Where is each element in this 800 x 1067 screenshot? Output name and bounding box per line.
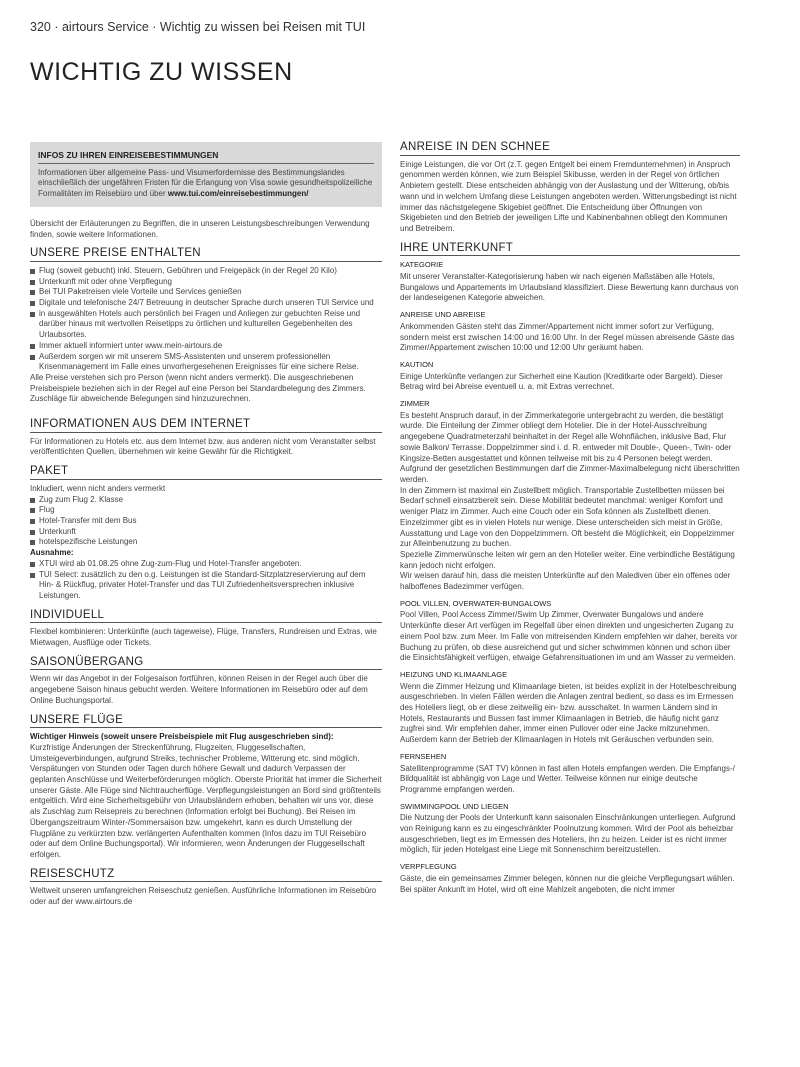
- section-reiseschutz: [30, 869, 382, 908]
- list-item: TUI Select: zusätzlich zu den o.g. Leistungen ist die Standard-Sitzplatzreservierung auf dem Hin- & Rückflug, privater Hotel-Transfer und das TUI Zufriedenheitsversprechen inklusive Leistungen.: [30, 570, 382, 602]
- list-item: Digitale und telefonische 24/7 Betreuung in deutscher Sprache durch unseren TUI Service und: [30, 298, 382, 309]
- section-unterkunft: [400, 243, 740, 896]
- sub-heading: VERPFLEGUNG: [400, 862, 457, 872]
- bullet-icon: [30, 290, 35, 295]
- preise-text: Alle Preise verstehen sich pro Person (wenn nicht anders vermerkt). Die ausgeschriebenen Preisbeispiele beziehen sich in der Regel auf eine Person bei Standardbelegung des Zimmers. Zuschläge für abweichende Belegungen sind hinzuzurechnen.: [30, 372, 366, 404]
- sub-heading: KATEGORIE: [400, 260, 444, 270]
- entry-info-link[interactable]: www.tui.com/einreisebestimmungen/: [167, 189, 309, 199]
- bullet-icon: [30, 498, 35, 503]
- sub-zimmer: [400, 399, 740, 593]
- entry-info-box: [30, 142, 382, 207]
- sub-heading: HEIZUNG UND KLIMAANLAGE: [400, 669, 508, 679]
- reiseschutz-heading: REISESCHUTZ: [30, 869, 382, 883]
- sub-anreise-abreise: [400, 310, 740, 354]
- sub-text: Wir weisen darauf hin, dass die meisten Unterkünfte auf den Malediven über ein offenes oder halboffenes Badezimmer verfügen.: [400, 571, 731, 592]
- entry-info-text: Informationen über allgemeine Pass- und Visumerfordernisse des Bestimmungslandes einschließlich der ungefähren Fristen für die Erlangung von Visa sowie gesundheitspolizeiliche Formalitäten im Reisebüro und über www.tui.com/einreisebestimmungen/: [38, 167, 373, 199]
- section-internet: [30, 419, 382, 458]
- intro-text: Übersicht der Erläuterungen zu Begriffen, die in unseren Leistungsbeschreibungen Verwendung finden, sowie weitere Informationen.: [30, 218, 370, 239]
- reiseschutz-text: Weltweit unseren umfangreichen Reiseschutz genießen. Ausführliche Informationen im Reisebüro oder auf der www.airtours.de: [30, 886, 377, 907]
- bullet-icon: [30, 508, 35, 513]
- left-column: [30, 142, 382, 916]
- section-preise: [30, 248, 382, 405]
- sub-text: Mit unserer Veranstalter-Kategorisierung haben wir nach eigenen Maßstäben alle Hotels, Bungalows und Appartements im Urlaubsland klassifiziert. Diese Bewertung kann durchaus von der landeseigenen Kategorie abweichen.: [400, 272, 739, 303]
- sub-text: Satellitenprogramme (SAT TV) können in fast allen Hotels empfangen werden. Die Empfangs-/ Bildqualität ist abhängig von Lage und Wetter. Teilweise können nur einige deutsche Programme empfangen werden.: [400, 763, 735, 794]
- bullet-icon: [30, 312, 35, 317]
- paket-heading: PAKET: [30, 466, 382, 480]
- paket-intro: Inkludiert, wenn nicht anders vermerkt: [30, 483, 166, 493]
- bullet-icon: [30, 530, 35, 535]
- bullet-icon: [30, 344, 35, 349]
- list-item: Unterkunft: [30, 527, 382, 538]
- fluege-heading: UNSERE FLÜGE: [30, 715, 382, 729]
- preise-heading: UNSERE PREISE ENTHALTEN: [30, 248, 382, 262]
- sub-text: Einige Unterkünfte verlangen zur Sicherheit eine Kaution (Kreditkarte oder Bargeld). Dieser Betrag wird bei Abreise eventuell u. a. mit Extras verrechnet.: [400, 371, 723, 392]
- bullet-icon: [30, 301, 35, 306]
- page-header: 320 · airtours Service · Wichtig zu wissen bei Reisen mit TUI: [30, 20, 366, 34]
- sub-text: Die Nutzung der Pools der Unterkunft kann saisonalen Einschränkungen unterliegen. Aufgrund von Reinigung kann es zu eingeschränkter Poolnutzung kommen. Wird der Pool als beheizbar ausgeschrieben, liegt es im Ermessen des Hoteliers, ihn zu heizen. Leider ist es nicht immer möglich, für jeden Hotelgast eine Liege mit Sonnenschirm bereitzustellen.: [400, 813, 736, 855]
- sub-swimmingpool: [400, 802, 740, 857]
- sub-text: Wenn die Zimmer Heizung und Klimaanlage bieten, ist beides explizit in der Hotelbeschreibung ausgeschrieben. In vielen Fällen werden die Anlagen zentral bedient, so dass es im Ermessen des Hoteliers liegt, ob er diese zeitweilig ein- bzw. ausschaltet. In warmen Ländern sind in Hotels, Restaurants und Bussen fast immer Klimaanlagen in Betrieb, die häufig nicht ganz zugfrei sind. Wir empfehlen daher, immer einen Pullover oder eine Jacke mitzunehmen. Außerdem kann der Betrieb der Klimaanlagen in Hotels mit Geräuschen verbunden sein.: [400, 681, 737, 745]
- schnee-heading: ANREISE IN DEN SCHNEE: [400, 142, 740, 156]
- bullet-icon: [30, 519, 35, 524]
- sub-text: Spezielle Zimmerwünsche leiten wir gern an den Hotelier weiter. Eine verbindliche Bestätigung kann jedoch nicht erfolgen.: [400, 549, 735, 570]
- sub-fernsehen: [400, 752, 740, 796]
- sub-text: Gäste, die ein gemeinsames Zimmer belegen, können nur die gleiche Verpflegungsart wählen. Bei später Ankunft im Hotel, wird oft eine Mahlzeit angeboten, die nicht immer: [400, 873, 735, 894]
- list-item: Flug (soweit gebucht) inkl. Steuern, Gebühren und Freigepäck (in der Regel 20 Kilo): [30, 266, 382, 277]
- paket-list: [30, 495, 382, 549]
- saison-heading: SAISONÜBERGANG: [30, 657, 382, 671]
- bullet-icon: [30, 355, 35, 360]
- section-individuell: [30, 610, 382, 649]
- sub-heading: POOL VILLEN, OVERWATER-BUNGALOWS: [400, 598, 552, 608]
- list-item: hotelspezifische Leistungen: [30, 537, 382, 548]
- list-item: in ausgewählten Hotels auch persönlich bei Fragen und Anliegen zur gebuchten Reise und darüber hinaus mit wertvollen Reisetipps zu örtlichen und kulturellen Gegebenheiten des Urlaubsortes.: [30, 309, 382, 341]
- ausnahme-list: [30, 559, 382, 602]
- list-item: Unterkunft mit oder ohne Verpflegung: [30, 277, 382, 288]
- saison-text: Wenn wir das Angebot in der Folgesaison fortführen, können Reisen in der Regel auch über die angegebene Saison hinaus gebucht werden. Weitere Informationen im Reisebüro oder auf dem Online Buchungsportal.: [30, 674, 368, 705]
- individuell-heading: INDIVIDUELL: [30, 610, 382, 624]
- sub-heading: KAUTION: [400, 359, 434, 369]
- sub-heading: ANREISE UND ABREISE: [400, 310, 486, 320]
- list-item: Bei TUI Paketreisen viele Vorteile und Services genießen: [30, 287, 382, 298]
- bullet-icon: [30, 573, 35, 578]
- section-fluege: [30, 715, 382, 861]
- fluege-notice: Wichtiger Hinweis (soweit unsere Preisbeispiele mit Flug ausgeschrieben sind):: [30, 732, 334, 742]
- list-item: Immer aktuell informiert unter www.mein-airtours.de: [30, 341, 382, 352]
- internet-heading: INFORMATIONEN AUS DEM INTERNET: [30, 419, 382, 433]
- bullet-icon: [30, 540, 35, 545]
- sub-text: Pool Villen, Pool Access Zimmer/Swim Up Zimmer, Overwater Bungalows und andere Unterkünfte dieser Art verfügen im Regelfall über einen direkten und ungesicherten Zugang zu einem Pool bzw. zum Meer. Im Falle von mitreisenden Kindern empfehlen wir daher, bereits vor Buchung zu prüfen, ob diese ausreichend gut und sicher schwimmen können und schon über die Einsichtsfähigkeit verfügen, etwaige Gefahrensituationen im und am Wasser zu vermeiden.: [400, 610, 738, 663]
- individuell-text: Flexibel kombinieren: Unterkünfte (auch tageweise), Flüge, Transfers, Rundreisen und Extras, wie Mietwagen, Ausflüge oder Tickets.: [30, 627, 377, 648]
- sub-kategorie: [400, 260, 740, 304]
- sub-text: In den Zimmern ist maximal ein Zustellbett möglich. Transportable Zustellbetten müssen bei Bedarf schnell einsatzbereit sein. Diese Mobilität bedeutet manchmal: weniger Komfort und weniger Platz im Zimmer. Auch eine Couch oder ein Sofa können als Zustellbett dienen. Einzelzimmer gibt es in vielen Hotels nur wenige. Diese unterscheiden sich meist in Größe, Ausstattung und Lage von den Doppelzimmern. Oft besteht die Möglichkeit, ein Doppelzimmer zur Alleinbenutzung zu buchen.: [400, 485, 735, 549]
- fluege-text: Kurzfristige Änderungen der Streckenführung, Flugzeiten, Fluggesellschaften, Umsteigeverbindungen, aufgrund Streiks, technischer Probleme, Witterung etc. sind möglich. Verspätungen von Stunden oder Tagen durch höhere Gewalt und dadurch Verpassen der geplanten Anschlüsse und Weiterbeförderungen möglich. Oberste Priorität hat immer die Sicherheit unserer Gäste. Alle Flüge sind Nichtraucherflüge. Verpflegungsleistungen an Bord sind größtenteils entgeltlich. Wird eine Sicherheitsgebühr von Urlaubsländern erhoben, behalten wir uns vor, diese als Zuschlag zum Reisepreis zu berechnen (Information erfolgt bei Buchung). Bei Reisen im Übergangszeitraum Winter-/Sommersaison bzw. umgekehrt, kann es durch Umstellung der Flugpläne zu verkürzten bzw. verlängerten Aufenthalten kommen (Infos dazu im TUI Reisebüro oder auf dem Online Buchungsportal). Wir informieren, wenn Änderungen der Fluggesellschaft erfolgen.: [30, 742, 382, 859]
- right-column: [400, 142, 740, 903]
- list-item: Außerdem sorgen wir mit unserem SMS-Assistenten und unserem professionellen Krisenmanagement im Falle eines unvorhergesehenen Ereignisses für eine sichere Reise.: [30, 352, 382, 373]
- list-item: Flug: [30, 505, 382, 516]
- bullet-icon: [30, 562, 35, 567]
- list-item: Zug zum Flug 2. Klasse: [30, 495, 382, 506]
- section-schnee: [400, 142, 740, 235]
- schnee-text: Einige Leistungen, die vor Ort (z.T. gegen Entgelt bei einem Fremdunternehmen) in Anspruch genommen werden können, wie zum Beispiel Skibusse, werden in der Regel von örtlichen Anbietern gestellt. Diese entscheiden abhängig von der Auslastung und der Witterung, ob/bis wann und in welchem Umfang diese Leistungen angeboten werden. Witterungsbedingt ist nicht immer das nächstgelegene Skigebiet geöffnet. Die Entscheidung über Öffnungen von Skigebieten und den Betrieb der jeweiligen Lifte und Kabinenbahnen obliegt den Kommunen und Betreibern.: [400, 159, 737, 233]
- bullet-icon: [30, 269, 35, 274]
- sub-heading: ZIMMER: [400, 399, 430, 409]
- bullet-icon: [30, 280, 35, 285]
- sub-kaution: [400, 360, 740, 393]
- sub-verpflegung: [400, 862, 740, 895]
- internet-text: Für Informationen zu Hotels etc. aus dem Internet bzw. aus anderen nicht vom Veranstalter selbst veröffentlichten Quellen, übernehmen wir keine Gewähr für die Richtigkeit.: [30, 436, 376, 457]
- sub-text: Ankommenden Gästen steht das Zimmer/Appartement nicht immer sofort zur Verfügung, sondern meist erst zwischen 14:00 und 16:00 Uhr. In der Regel müssen abreisende Gäste das Zimmer/Appartement zwischen 10:00 und 12:00 Uhr geräumt haben.: [400, 321, 735, 353]
- sub-heading: FERNSEHEN: [400, 751, 447, 761]
- sub-pool-villen: [400, 599, 740, 664]
- section-paket: [30, 466, 382, 601]
- unterkunft-heading: IHRE UNTERKUNFT: [400, 243, 740, 257]
- page-title: WICHTIG ZU WISSEN: [30, 58, 293, 86]
- sub-text: Es besteht Anspruch darauf, in der Zimmerkategorie untergebracht zu werden, die bestätigt wurde. Die Einteilung der Zimmer obliegt dem Hotelier. Die in der Hotel-Ausschreibung angegebene Quadratmeterzahl beinhaltet in der Regel alle Wohnflächen, inklusive Bad, Flur sowie Balkon/ Terrasse. Doppelzimmer sind i. d. R. entweder mit Double-, Queen-, Twin- oder Kingsize-Betten ausgestattet und können teilweise mit bis zu 4 Personen belegt werden. Aufgrund der gesetzlichen Bestimmungen darf die Zimmer-Maximalbelegung nicht überschritten werden.: [400, 410, 740, 484]
- entry-info-title: INFOS ZU IHREN EINREISEBESTIMMUNGEN: [38, 150, 374, 164]
- list-item: Hotel-Transfer mit dem Bus: [30, 516, 382, 527]
- section-saison: [30, 657, 382, 707]
- list-item: XTUI wird ab 01.08.25 ohne Zug-zum-Flug und Hotel-Transfer angeboten.: [30, 559, 382, 570]
- sub-heading: SWIMMINGPOOL UND LIEGEN: [400, 801, 509, 811]
- sub-heizung: [400, 670, 740, 746]
- preise-list: [30, 266, 382, 373]
- ausnahme-label: Ausnahme:: [30, 548, 74, 558]
